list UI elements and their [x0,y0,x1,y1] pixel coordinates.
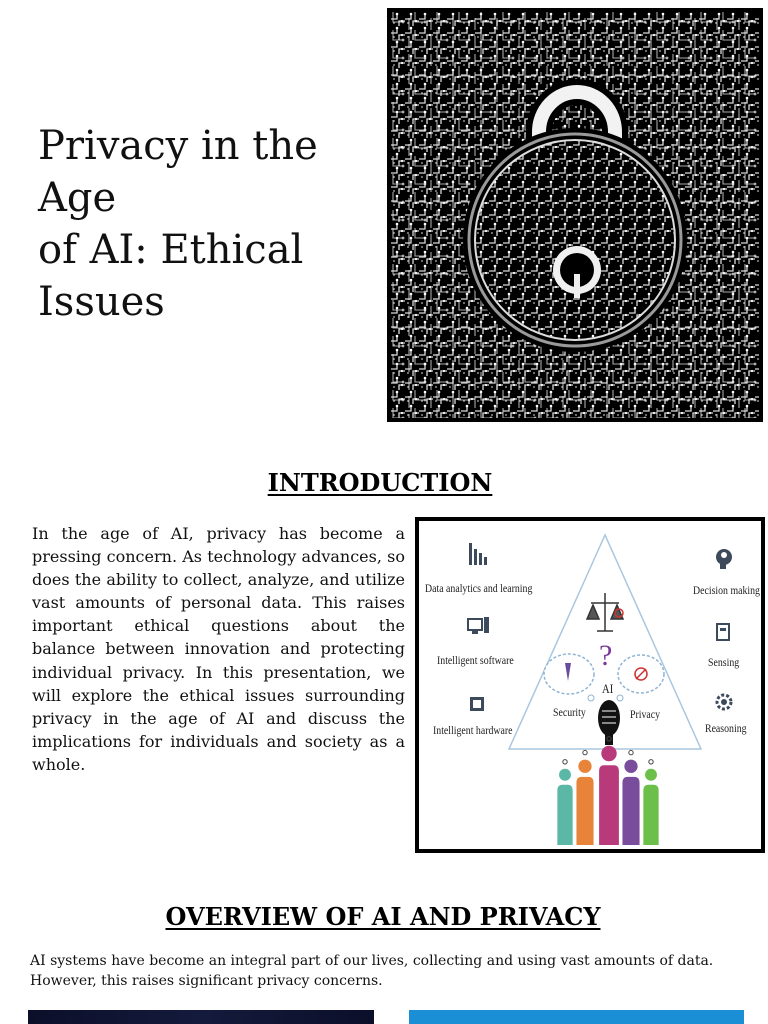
bottom-left-image [28,1010,374,1024]
lightbulb-icon [583,750,587,754]
label-ai: AI [602,681,614,696]
lightbulb-icon [563,760,567,764]
padlock-circuit-image [387,8,763,422]
person-body [557,785,572,845]
lightbulb-icon [629,750,633,754]
page-title [38,120,388,328]
label-intelligent-software: Intelligent software [437,653,514,667]
bottom-right-image [409,1010,744,1024]
ai-privacy-diagram [415,517,765,853]
person-head [601,746,616,761]
label-sensing: Sensing [708,655,740,669]
padlock-circuit-graphic [391,12,759,418]
label-intelligent-hardware: Intelligent hardware [433,723,513,737]
person-body [599,765,619,845]
title-line-3: Issues [38,279,165,325]
label-security: Security [553,705,586,719]
person-body [643,785,658,845]
privacy-thought-cloud [617,655,664,701]
question-mark: ? [599,639,613,672]
person-head [624,760,637,773]
bar-chart-icon [469,543,487,565]
label-reasoning: Reasoning [705,721,747,735]
scales-icon [587,593,623,631]
gear-icon [717,695,731,709]
introduction-heading: INTRODUCTION [267,468,493,497]
person-body [622,777,639,845]
sensor-icon [717,624,729,640]
computer-icon [468,617,489,634]
diagram-graphic [419,521,761,849]
title-line-2: of AI: Ethical [38,227,304,273]
overview-line-1: AI systems have become an integral part of our lives, collecting and using vast amounts of data. [30,953,714,969]
overview-body [30,951,740,991]
ai-head-icon [598,700,620,745]
person-head [578,760,591,773]
lightbulb-icon [649,760,653,764]
chip-icon [470,697,484,711]
person-head [559,769,571,781]
label-data-analytics: Data analytics and learning [425,581,533,595]
introduction-body: In the age of AI, privacy has become a pressing concern. As technology advances, so does the ability to collect, analyze, and utilize vast amounts of personal data. This raises important ethical questions about the balance between innovation and protecting individual privacy. In this presentation, we will explore the ethical issues surrounding privacy in the age of AI and discuss the implications for individuals and society as a whole. [32,524,405,774]
overview-heading: OVERVIEW OF AI AND PRIVACY [165,902,601,931]
overview-line-2: However, this raises significant privacy concerns. [30,973,383,989]
head-icon [716,549,732,569]
person-head [645,769,657,781]
label-decision-making: Decision making [693,583,760,597]
label-privacy: Privacy [630,707,661,721]
people-group-icon [557,737,658,845]
person-body [576,777,593,845]
title-line-1: Privacy in the Age [38,123,318,221]
security-thought-cloud [544,654,594,701]
